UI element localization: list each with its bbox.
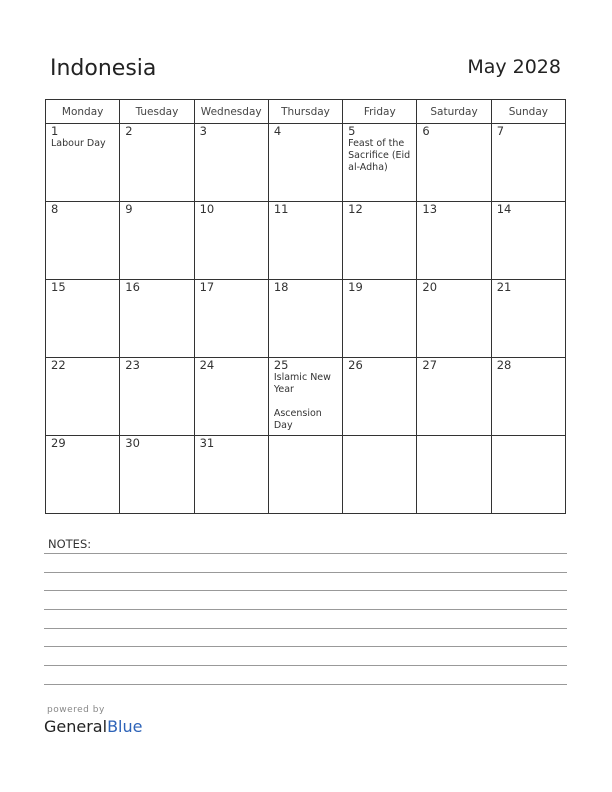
day-cell (46, 280, 120, 358)
notes-line (44, 684, 567, 685)
day-cell (194, 436, 268, 514)
day-number: 11 (273, 202, 289, 216)
calendar-grid (45, 99, 566, 514)
holiday-event: Labour Day (51, 138, 106, 149)
day-cell (343, 202, 417, 280)
day-cell (120, 280, 194, 358)
day-cell (417, 436, 491, 514)
day-cell (343, 358, 417, 436)
weekday-header: Monday (46, 100, 120, 124)
day-cell (268, 124, 342, 202)
brand-blue-text: Blue (107, 717, 143, 736)
day-cell (417, 202, 491, 280)
day-number: 4 (273, 124, 282, 138)
day-cell (194, 280, 268, 358)
day-number: 31 (199, 436, 215, 450)
day-cell (268, 358, 342, 436)
week-row (46, 358, 566, 436)
weekday-header: Thursday (268, 100, 342, 124)
notes-line (44, 665, 567, 666)
holiday-event: Feast of the Sacrifice (Eid al-Adha) (348, 138, 411, 173)
powered-by-label: powered by (47, 705, 105, 715)
notes-line (44, 646, 567, 647)
day-number: 29 (51, 436, 66, 450)
day-number: 15 (51, 280, 66, 294)
weekday-header: Wednesday (194, 100, 268, 124)
day-number: 17 (199, 280, 215, 294)
day-number: 9 (125, 202, 133, 216)
day-number: 3 (199, 124, 207, 138)
day-number: 18 (273, 280, 289, 294)
weekday-header: Saturday (417, 100, 491, 124)
day-cell (491, 436, 565, 514)
day-cell (491, 280, 565, 358)
day-number: 25 (273, 358, 289, 372)
weekday-header: Tuesday (120, 100, 194, 124)
notes-line (44, 609, 567, 610)
day-cell (120, 436, 194, 514)
day-cell (46, 358, 120, 436)
day-number: 16 (125, 280, 140, 294)
day-cell (194, 358, 268, 436)
day-number: 28 (496, 358, 512, 372)
day-cell (417, 280, 491, 358)
day-cell (194, 124, 268, 202)
generalblue-logo[interactable] (44, 717, 142, 736)
weekday-header: Sunday (491, 100, 565, 124)
day-cell (194, 202, 268, 280)
day-cell (120, 358, 194, 436)
day-number: 30 (125, 436, 140, 450)
holiday-event: Islamic New Year (273, 372, 331, 395)
day-number: 5 (348, 124, 356, 138)
day-cell (343, 280, 417, 358)
day-cell (120, 124, 194, 202)
notes-line (44, 590, 567, 591)
day-number: 24 (199, 358, 215, 372)
day-cell (46, 202, 120, 280)
day-cell (417, 358, 491, 436)
notes-label: NOTES: (48, 537, 92, 551)
day-number: 23 (125, 358, 140, 372)
day-number: 7 (496, 124, 505, 138)
week-row (46, 124, 566, 202)
week-row (46, 280, 566, 358)
holiday-event: Ascension Day (273, 408, 322, 431)
day-number: 10 (199, 202, 215, 216)
day-number: 6 (422, 124, 430, 138)
week-row (46, 202, 566, 280)
notes-line (44, 628, 567, 629)
day-number: 20 (422, 280, 438, 294)
day-number: 13 (422, 202, 438, 216)
day-cell (46, 124, 120, 202)
weekday-header: Friday (343, 100, 417, 124)
calendar-month-title: May 2028 (467, 56, 561, 78)
calendar-country-title: Indonesia (50, 56, 157, 81)
day-cell (491, 124, 565, 202)
day-cell (491, 358, 565, 436)
day-number: 22 (51, 358, 66, 372)
day-cell (343, 124, 417, 202)
day-number: 26 (348, 358, 363, 372)
notes-line (44, 553, 567, 554)
day-number: 21 (496, 280, 512, 294)
day-number: 12 (348, 202, 363, 216)
brand-general-text: General (44, 717, 108, 736)
day-number: 27 (422, 358, 438, 372)
day-cell (268, 436, 342, 514)
week-row (46, 436, 566, 514)
day-cell (46, 436, 120, 514)
day-cell (268, 202, 342, 280)
day-cell (120, 202, 194, 280)
day-cell (491, 202, 565, 280)
weekday-header-row (46, 100, 566, 124)
day-cell (417, 124, 491, 202)
day-number: 8 (51, 202, 59, 216)
day-number: 14 (496, 202, 512, 216)
day-number: 19 (348, 280, 363, 294)
notes-line (44, 572, 567, 573)
day-number: 1 (51, 124, 59, 138)
day-cell (343, 436, 417, 514)
day-number: 2 (125, 124, 133, 138)
day-cell (268, 280, 342, 358)
